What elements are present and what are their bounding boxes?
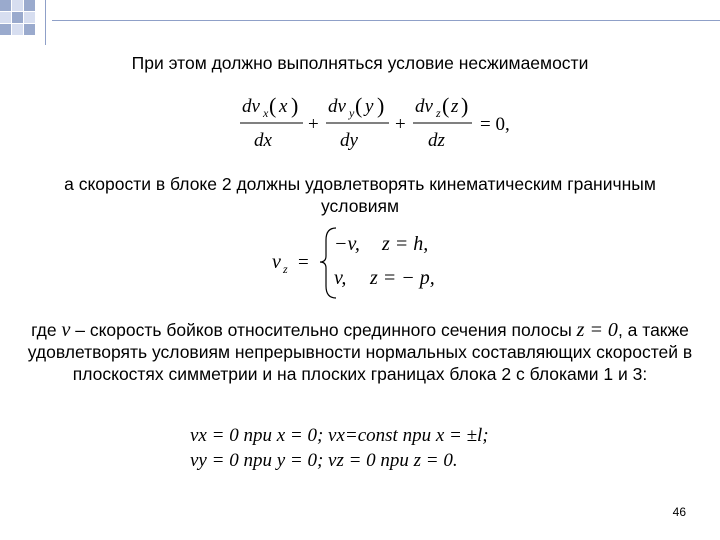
paren-open: ( [355, 93, 363, 118]
text-rest: , а также удовлетворять условиям непрерывности нормальных составляющих скоростей в плоскостях симметрии и на плоских границах блока 2 с блоками 1 и 3: [27, 320, 693, 384]
term1-subscript: x [263, 106, 269, 120]
lhs-subscript: z [283, 262, 288, 276]
decor-square [24, 0, 35, 11]
paren-open: ( [269, 93, 277, 118]
text-prefix: где [31, 320, 62, 340]
decor-horizontal-line [52, 20, 720, 21]
paren-close: ) [461, 93, 469, 118]
decor-square [24, 12, 35, 23]
velocity-symbol: v [61, 319, 71, 341]
case2-condition: z = − p, [370, 267, 435, 289]
piecewise-equation [270, 222, 470, 302]
paren-close: ) [291, 93, 299, 118]
plus-sign: + [395, 114, 406, 135]
term2-subscript: y [349, 106, 355, 120]
symmetry-conditions [190, 420, 550, 475]
plus-sign: + [308, 114, 319, 135]
decor-vertical-line [45, 0, 46, 45]
paren-close: ) [377, 93, 385, 118]
decor-square [0, 0, 11, 11]
symmetry-line-2: vy = 0 при y = 0; vz = 0 при z = 0. [190, 450, 458, 471]
term3-subscript: z [436, 106, 441, 120]
term2-argument: y [365, 96, 374, 117]
term3-argument: z [451, 96, 459, 117]
case1-value: −v, [334, 233, 360, 255]
decor-square [12, 12, 23, 23]
continuity-equation [240, 90, 530, 160]
term2-numerator: dv [328, 96, 346, 117]
equals-zero: = 0, [480, 114, 510, 135]
boundary-conditions-text: а скорости в блоке 2 должны удовлетворять кинематическим граничным условиям [64, 174, 656, 216]
decor-square [24, 24, 35, 35]
term3-denominator: dz [428, 130, 445, 151]
decor-square [12, 24, 23, 35]
page-number: 46 [672, 505, 686, 519]
term2-denominator: dy [340, 130, 358, 151]
decorative-header [0, 0, 720, 45]
equals-sign: = [298, 252, 309, 273]
continuity-text [8, 319, 712, 385]
lhs-variable: v [272, 251, 281, 273]
text-middle: – скорость бойков относительно срединного сечения полосы [70, 320, 577, 340]
term1-denominator: dx [254, 130, 272, 151]
decor-square [0, 12, 11, 23]
paren-open: ( [442, 93, 450, 118]
term3-numerator: dv [415, 96, 433, 117]
slide-heading: При этом должно выполняться условие несжимаемости [131, 53, 589, 73]
symmetry-line-1: vx = 0 при x = 0; vx=const при x = ±l; [190, 425, 489, 446]
decor-square [0, 24, 11, 35]
decor-square [12, 0, 23, 11]
case2-value: v, [334, 267, 347, 289]
term1-argument: x [279, 96, 288, 117]
case1-condition: z = h, [382, 233, 429, 255]
midplane-condition: z = 0 [576, 319, 618, 341]
term1-numerator: dv [242, 96, 260, 117]
